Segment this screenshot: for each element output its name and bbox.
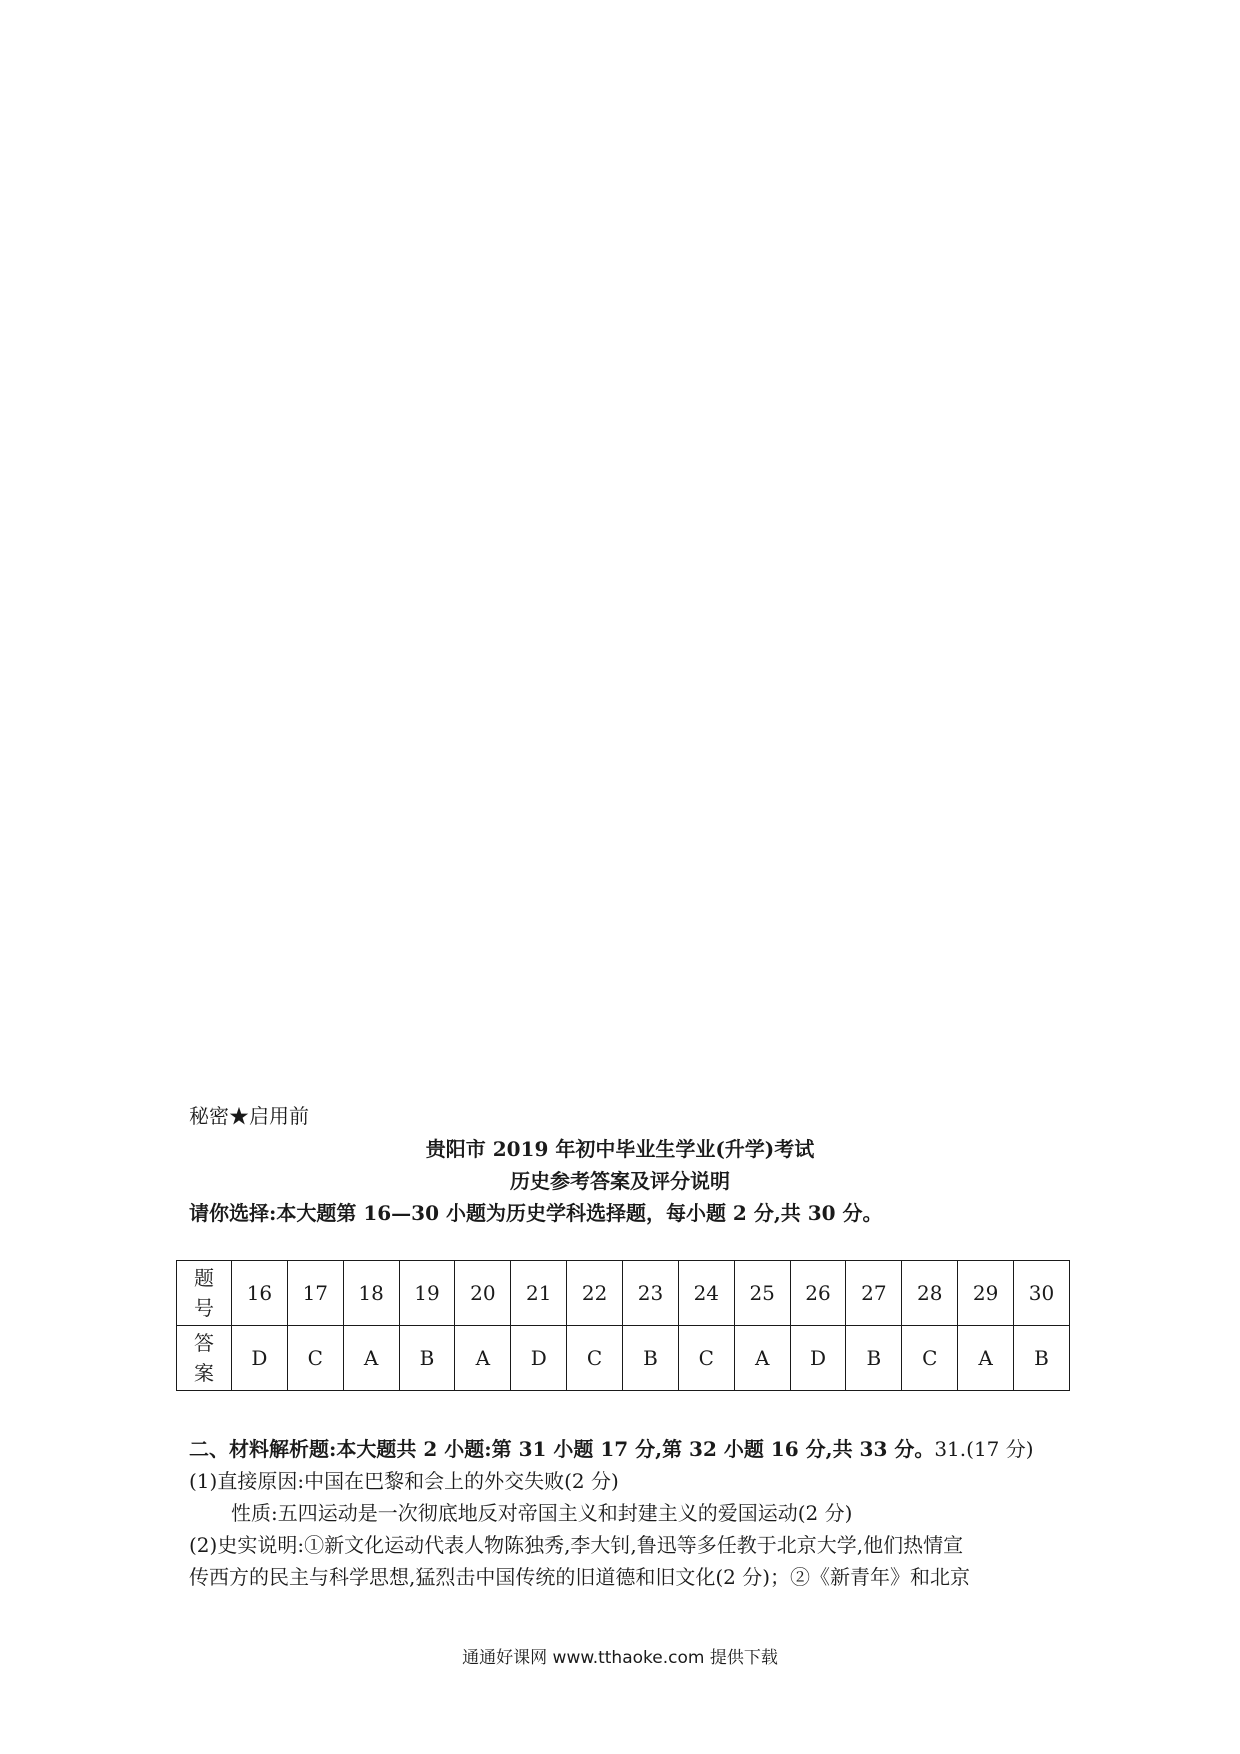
answer-cell: D (790, 1326, 846, 1391)
question-number-header (177, 1261, 232, 1326)
header-char: 题 (194, 1266, 214, 1290)
question-number-cell: 25 (734, 1261, 790, 1326)
answer-cell: D (232, 1326, 288, 1391)
question-number-cell: 27 (846, 1261, 902, 1326)
answer-cell: B (846, 1326, 902, 1391)
question-number-cell: 16 (232, 1261, 288, 1326)
exam-subtitle: 历史参考答案及评分说明 (510, 1169, 730, 1193)
header-char: 号 (194, 1296, 214, 1320)
answer-cell: D (511, 1326, 567, 1391)
question-number-cell: 28 (902, 1261, 958, 1326)
answer-line-3: (2)史实说明:①新文化运动代表人物陈独秀,李大钊,鲁迅等多任教于北京大学,他们热情宣 (189, 1533, 964, 1557)
answer-cell: C (287, 1326, 343, 1391)
question-number-row (177, 1261, 1070, 1326)
question-number-cell: 24 (678, 1261, 734, 1326)
answer-cell: C (902, 1326, 958, 1391)
section2-heading-line (189, 1433, 1034, 1462)
answer-cell: A (455, 1326, 511, 1391)
answer-line-2: 性质:五四运动是一次彻底地反对帝国主义和封建主义的爱国运动(2 分) (231, 1501, 853, 1525)
answer-row (177, 1326, 1070, 1391)
exam-title: 贵阳市 2019 年初中毕业生学业(升学)考试 (425, 1137, 815, 1161)
answer-cell: B (399, 1326, 455, 1391)
answer-line-1: (1)直接原因:中国在巴黎和会上的外交失败(2 分) (189, 1469, 619, 1493)
answer-cell: A (734, 1326, 790, 1391)
answer-cell: A (958, 1326, 1014, 1391)
question-number-cell: 17 (287, 1261, 343, 1326)
question-number-cell: 30 (1014, 1261, 1070, 1326)
answer-header (177, 1326, 232, 1391)
footer-download-note: 通通好课网 www.tthaoke.com 提供下载 (462, 1648, 778, 1668)
secret-label: 秘密★启用前 (189, 1104, 309, 1128)
question-number-cell: 26 (790, 1261, 846, 1326)
answer-cell: B (1014, 1326, 1070, 1391)
question-number-cell: 29 (958, 1261, 1014, 1326)
question-number-cell: 18 (343, 1261, 399, 1326)
question-number-cell: 21 (511, 1261, 567, 1326)
header-char: 案 (194, 1361, 214, 1385)
answer-table (176, 1260, 1070, 1391)
answer-line-4: 传西方的民主与科学思想,猛烈击中国传统的旧道德和旧文化(2 分)；②《新青年》和北京 (189, 1565, 971, 1589)
section1-instruction: 请你选择:本大题第 16—30 小题为历史学科选择题，每小题 2 分,共 30 分。 (189, 1201, 883, 1225)
answer-cell: C (678, 1326, 734, 1391)
section2-heading: 二、材料解析题:本大题共 2 小题:第 31 小题 17 分,第 32 小题 16 分,共 33 分。 (189, 1437, 935, 1461)
question-number-cell: 23 (623, 1261, 679, 1326)
answer-cell: A (343, 1326, 399, 1391)
question-number-cell: 20 (455, 1261, 511, 1326)
header-char: 答 (194, 1331, 214, 1355)
q31-label: 31.(17 分) (934, 1437, 1034, 1461)
answer-cell: B (623, 1326, 679, 1391)
question-number-cell: 19 (399, 1261, 455, 1326)
answer-cell: C (567, 1326, 623, 1391)
question-number-cell: 22 (567, 1261, 623, 1326)
